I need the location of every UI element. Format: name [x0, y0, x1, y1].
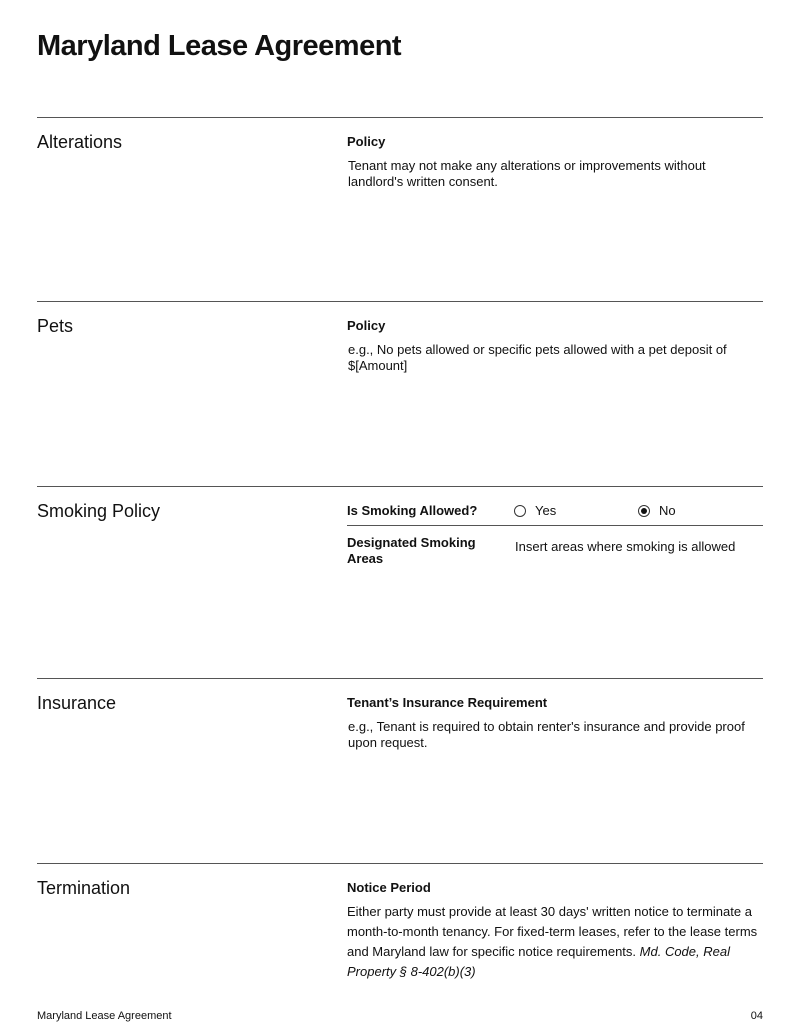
page-number: 04: [750, 1010, 763, 1022]
section-label: Pets: [37, 316, 74, 336]
radio-checked-icon: [638, 505, 650, 517]
field-label: Policy: [347, 318, 386, 333]
field-value[interactable]: e.g., No pets allowed or specific pets allowed with a pet deposit of $[Amount]: [348, 342, 727, 373]
page-title: Maryland Lease Agreement: [37, 30, 402, 62]
footer-title: Maryland Lease Agreement: [37, 1010, 172, 1022]
legal-citation: Md. Code, Real Property § 8-402(b)(3): [347, 944, 730, 979]
field-label: Policy: [347, 134, 386, 149]
designated-areas-value[interactable]: Insert areas where smoking is allowed: [515, 539, 736, 554]
field-value[interactable]: Tenant may not make any alterations or improvements without landlord's written consent.: [348, 158, 706, 189]
radio-label: No: [659, 503, 676, 518]
section-label: Insurance: [37, 693, 117, 713]
smoking-allowed-label: Is Smoking Allowed?: [347, 503, 478, 518]
radio-no[interactable]: [638, 503, 676, 518]
radio-yes[interactable]: [514, 503, 556, 518]
field-label: Tenant’s Insurance Requirement: [347, 695, 548, 710]
section-insurance: [37, 678, 763, 750]
section-alterations: [37, 117, 763, 189]
radio-unchecked-icon: [514, 505, 526, 517]
designated-areas-label: Designated Smoking Areas: [347, 535, 476, 566]
section-pets: [37, 301, 763, 373]
radio-label: Yes: [535, 503, 557, 518]
termination-text: Either party must provide at least 30 days' written notice to terminate a month-to-month tenancy. For fixed-term leases, refer to the lease terms and Maryland law for specific notice requirements.: [347, 904, 758, 959]
section-label: Smoking Policy: [37, 501, 161, 521]
field-value: [347, 902, 767, 982]
field-label: Notice Period: [347, 880, 431, 895]
section-label: Alterations: [37, 132, 123, 152]
smoking-allowed-row: [347, 503, 763, 526]
section-smoking: [37, 486, 763, 566]
section-termination: [37, 863, 763, 979]
field-value[interactable]: e.g., Tenant is required to obtain renter's insurance and provide proof upon request.: [348, 719, 745, 750]
section-label: Termination: [37, 878, 131, 898]
